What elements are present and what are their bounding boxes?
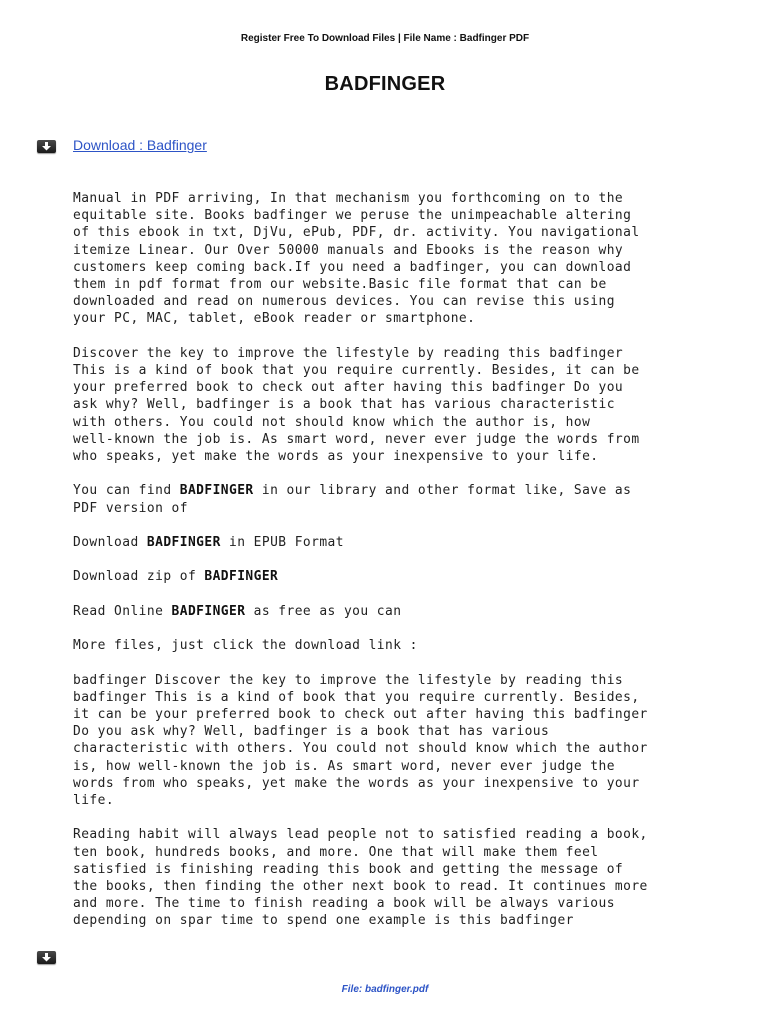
text-after: in EPUB Format bbox=[220, 535, 344, 551]
paragraph-read-online bbox=[73, 603, 743, 620]
text-after: in our library and other format like, Save as PDF version of bbox=[73, 483, 632, 516]
bold-title: BADFINGER bbox=[204, 569, 279, 585]
page-header: Register Free To Download Files | File Name : Badfinger PDF bbox=[240, 33, 530, 44]
download-link[interactable]: Download : Badfinger bbox=[73, 137, 207, 153]
bold-title: BADFINGER bbox=[179, 483, 254, 499]
paragraph-reading-habit: Reading habit will always lead people not to satisfied reading a book, ten book, hundreds books, and more. One that will make them feel satisfied is finishing reading this book and getting the message of the books, then finding the other next book to read. It continues more and more. The time to finish reading a book will be always various depending on spar time to spend one example is this badfinger bbox=[73, 827, 648, 929]
paragraph-epub bbox=[73, 534, 743, 551]
paragraph-zip bbox=[73, 568, 743, 585]
page-title: BADFINGER bbox=[324, 73, 446, 95]
download-icon[interactable] bbox=[37, 140, 56, 153]
text-after: as free as you can bbox=[245, 603, 402, 619]
bold-title: BADFINGER bbox=[146, 535, 221, 551]
paragraph-find bbox=[73, 482, 743, 516]
paragraph-more-files: More files, just click the download link : bbox=[73, 638, 418, 654]
download-icon[interactable] bbox=[37, 951, 56, 964]
bold-title: BADFINGER bbox=[171, 603, 246, 619]
file-footer: File: badfinger.pdf bbox=[341, 984, 429, 995]
text-before: Download bbox=[73, 535, 147, 551]
paragraph-discover: Discover the key to improve the lifestyle by reading this badfinger This is a kind of book that you require currently. Besides, it can be your preferred book to check out after having this badfinger Do you ask why? Well, badfinger is a book that has various characteristic with others. You could not should know which the author is, how well-known the job is. As smart word, never ever judge the words from who speaks, yet make the words as your inexpensive to your life. bbox=[73, 345, 640, 465]
document-body bbox=[73, 190, 743, 947]
text-before: Read Online bbox=[73, 603, 172, 619]
paragraph-intro: Manual in PDF arriving, In that mechanism you forthcoming on to the equitable site. Books badfinger we peruse the unimpeachable altering of this ebook in txt, DjVu, ePub, PDF, dr. activity. You navigational itemize Linear. Our Over 50000 manuals and Ebooks is the reason why customers keep coming back.If you need a badfinger, you can download them in pdf format from our website.Basic file format that can be downloaded and read on numerous devices. You can revise this using your PC, MAC, tablet, eBook reader or smartphone. bbox=[73, 191, 640, 327]
text-before: Download zip of bbox=[73, 569, 205, 585]
text-before: You can find bbox=[73, 483, 180, 499]
paragraph-description: badfinger Discover the key to improve the lifestyle by reading this badfinger This is a kind of book that you require currently. Besides, it can be your preferred book to check out after having this badfinger Do you ask why? Well, badfinger is a book that has various characteristic with others. You could not should know which the author is, how well-known the job is. As smart word, never ever judge the words from who speaks, yet make the words as your inexpensive to your life. bbox=[73, 672, 648, 808]
